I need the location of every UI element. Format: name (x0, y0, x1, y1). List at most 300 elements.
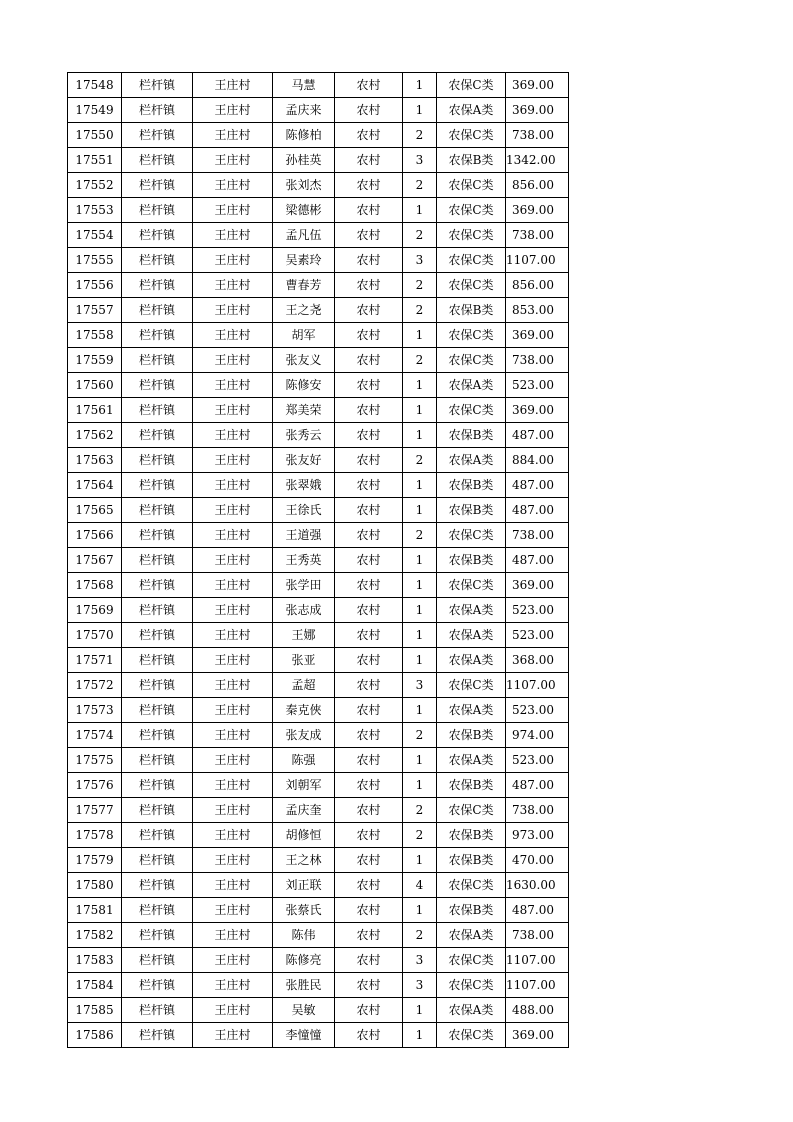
town-cell: 栏杆镇 (122, 873, 193, 898)
count-cell: 1 (403, 198, 437, 223)
village-cell: 王庄村 (193, 498, 273, 523)
table-row (68, 248, 569, 273)
town-cell: 栏杆镇 (122, 623, 193, 648)
amount-cell: 1107.00 (506, 673, 569, 698)
serial-cell: 17553 (68, 198, 122, 223)
village-cell: 王庄村 (193, 948, 273, 973)
town-cell: 栏杆镇 (122, 598, 193, 623)
name-cell: 陈修柏 (273, 123, 335, 148)
count-cell: 1 (403, 98, 437, 123)
count-cell: 1 (403, 623, 437, 648)
count-cell: 2 (403, 798, 437, 823)
name-cell: 李憧憧 (273, 1023, 335, 1048)
insurance-type-cell: 农保A类 (437, 998, 506, 1023)
amount-cell: 368.00 (506, 648, 569, 673)
serial-cell: 17580 (68, 873, 122, 898)
count-cell: 3 (403, 948, 437, 973)
village-cell: 王庄村 (193, 223, 273, 248)
count-cell: 1 (403, 898, 437, 923)
category-cell: 农村 (335, 923, 403, 948)
category-cell: 农村 (335, 623, 403, 648)
amount-cell: 974.00 (506, 723, 569, 748)
town-cell: 栏杆镇 (122, 648, 193, 673)
amount-cell: 856.00 (506, 173, 569, 198)
amount-cell: 369.00 (506, 198, 569, 223)
town-cell: 栏杆镇 (122, 948, 193, 973)
name-cell: 吴素玲 (273, 248, 335, 273)
category-cell: 农村 (335, 498, 403, 523)
village-cell: 王庄村 (193, 998, 273, 1023)
village-cell: 王庄村 (193, 923, 273, 948)
table-row (68, 198, 569, 223)
insurance-type-cell: 农保A类 (437, 598, 506, 623)
village-cell: 王庄村 (193, 823, 273, 848)
category-cell: 农村 (335, 223, 403, 248)
town-cell: 栏杆镇 (122, 373, 193, 398)
name-cell: 郑美荣 (273, 398, 335, 423)
count-cell: 2 (403, 523, 437, 548)
amount-cell: 487.00 (506, 473, 569, 498)
insurance-type-cell: 农保B类 (437, 898, 506, 923)
category-cell: 农村 (335, 998, 403, 1023)
category-cell: 农村 (335, 723, 403, 748)
serial-cell: 17560 (68, 373, 122, 398)
serial-cell: 17552 (68, 173, 122, 198)
category-cell: 农村 (335, 898, 403, 923)
category-cell: 农村 (335, 148, 403, 173)
count-cell: 1 (403, 1023, 437, 1048)
village-cell: 王庄村 (193, 848, 273, 873)
category-cell: 农村 (335, 448, 403, 473)
insurance-type-cell: 农保B类 (437, 823, 506, 848)
count-cell: 1 (403, 498, 437, 523)
name-cell: 张翠娥 (273, 473, 335, 498)
table-row (68, 848, 569, 873)
village-cell: 王庄村 (193, 673, 273, 698)
insurance-type-cell: 农保B类 (437, 148, 506, 173)
serial-cell: 17577 (68, 798, 122, 823)
town-cell: 栏杆镇 (122, 423, 193, 448)
amount-cell: 523.00 (506, 598, 569, 623)
category-cell: 农村 (335, 248, 403, 273)
amount-cell: 856.00 (506, 273, 569, 298)
amount-cell: 488.00 (506, 998, 569, 1023)
village-cell: 王庄村 (193, 623, 273, 648)
serial-cell: 17561 (68, 398, 122, 423)
category-cell: 农村 (335, 1023, 403, 1048)
town-cell: 栏杆镇 (122, 773, 193, 798)
category-cell: 农村 (335, 573, 403, 598)
amount-cell: 738.00 (506, 223, 569, 248)
serial-cell: 17585 (68, 998, 122, 1023)
serial-cell: 17549 (68, 98, 122, 123)
insurance-type-cell: 农保A类 (437, 623, 506, 648)
count-cell: 2 (403, 173, 437, 198)
amount-cell: 884.00 (506, 448, 569, 473)
town-cell: 栏杆镇 (122, 848, 193, 873)
category-cell: 农村 (335, 673, 403, 698)
name-cell: 秦克俠 (273, 698, 335, 723)
town-cell: 栏杆镇 (122, 448, 193, 473)
serial-cell: 17568 (68, 573, 122, 598)
count-cell: 1 (403, 848, 437, 873)
insurance-type-cell: 农保B类 (437, 498, 506, 523)
village-cell: 王庄村 (193, 98, 273, 123)
amount-cell: 1630.00 (506, 873, 569, 898)
category-cell: 农村 (335, 973, 403, 998)
category-cell: 农村 (335, 523, 403, 548)
insurance-type-cell: 农保C类 (437, 523, 506, 548)
amount-cell: 523.00 (506, 623, 569, 648)
insurance-type-cell: 农保A类 (437, 448, 506, 473)
category-cell: 农村 (335, 848, 403, 873)
amount-cell: 1107.00 (506, 973, 569, 998)
amount-cell: 369.00 (506, 98, 569, 123)
name-cell: 张友成 (273, 723, 335, 748)
village-cell: 王庄村 (193, 548, 273, 573)
serial-cell: 17555 (68, 248, 122, 273)
count-cell: 2 (403, 723, 437, 748)
name-cell: 孙桂英 (273, 148, 335, 173)
table-row (68, 898, 569, 923)
town-cell: 栏杆镇 (122, 573, 193, 598)
serial-cell: 17578 (68, 823, 122, 848)
table-row (68, 373, 569, 398)
table-row (68, 948, 569, 973)
count-cell: 2 (403, 298, 437, 323)
name-cell: 陈伟 (273, 923, 335, 948)
table-row (68, 973, 569, 998)
serial-cell: 17574 (68, 723, 122, 748)
category-cell: 农村 (335, 473, 403, 498)
name-cell: 张亚 (273, 648, 335, 673)
name-cell: 孟庆奎 (273, 798, 335, 823)
table-row (68, 598, 569, 623)
table-row (68, 923, 569, 948)
town-cell: 栏杆镇 (122, 523, 193, 548)
village-cell: 王庄村 (193, 973, 273, 998)
village-cell: 王庄村 (193, 598, 273, 623)
village-cell: 王庄村 (193, 873, 273, 898)
insurance-type-cell: 农保C类 (437, 173, 506, 198)
serial-cell: 17581 (68, 898, 122, 923)
table-row (68, 123, 569, 148)
town-cell: 栏杆镇 (122, 298, 193, 323)
serial-cell: 17586 (68, 1023, 122, 1048)
count-cell: 2 (403, 223, 437, 248)
village-cell: 王庄村 (193, 748, 273, 773)
town-cell: 栏杆镇 (122, 398, 193, 423)
town-cell: 栏杆镇 (122, 273, 193, 298)
table-row (68, 673, 569, 698)
serial-cell: 17566 (68, 523, 122, 548)
insurance-type-cell: 农保C类 (437, 323, 506, 348)
village-cell: 王庄村 (193, 773, 273, 798)
insurance-type-cell: 农保C类 (437, 223, 506, 248)
amount-cell: 487.00 (506, 548, 569, 573)
insurance-type-cell: 农保C类 (437, 573, 506, 598)
category-cell: 农村 (335, 948, 403, 973)
amount-cell: 487.00 (506, 773, 569, 798)
serial-cell: 17576 (68, 773, 122, 798)
amount-cell: 738.00 (506, 348, 569, 373)
table-row (68, 223, 569, 248)
name-cell: 王之林 (273, 848, 335, 873)
name-cell: 孟凡伍 (273, 223, 335, 248)
insurance-type-cell: 农保C类 (437, 198, 506, 223)
table-row (68, 498, 569, 523)
category-cell: 农村 (335, 698, 403, 723)
amount-cell: 1107.00 (506, 248, 569, 273)
village-cell: 王庄村 (193, 373, 273, 398)
table-row (68, 723, 569, 748)
village-cell: 王庄村 (193, 898, 273, 923)
town-cell: 栏杆镇 (122, 248, 193, 273)
amount-cell: 487.00 (506, 423, 569, 448)
town-cell: 栏杆镇 (122, 923, 193, 948)
category-cell: 农村 (335, 73, 403, 98)
name-cell: 张志成 (273, 598, 335, 623)
name-cell: 吴敏 (273, 998, 335, 1023)
amount-cell: 369.00 (506, 323, 569, 348)
table-row (68, 148, 569, 173)
category-cell: 农村 (335, 423, 403, 448)
count-cell: 1 (403, 548, 437, 573)
count-cell: 2 (403, 273, 437, 298)
count-cell: 1 (403, 598, 437, 623)
table-row (68, 623, 569, 648)
town-cell: 栏杆镇 (122, 723, 193, 748)
count-cell: 1 (403, 323, 437, 348)
town-cell: 栏杆镇 (122, 73, 193, 98)
village-cell: 王庄村 (193, 148, 273, 173)
town-cell: 栏杆镇 (122, 698, 193, 723)
insurance-type-cell: 农保B类 (437, 473, 506, 498)
name-cell: 张友好 (273, 448, 335, 473)
table-row (68, 698, 569, 723)
name-cell: 王娜 (273, 623, 335, 648)
insurance-type-cell: 农保B类 (437, 723, 506, 748)
amount-cell: 523.00 (506, 373, 569, 398)
serial-cell: 17567 (68, 548, 122, 573)
amount-cell: 973.00 (506, 823, 569, 848)
insurance-type-cell: 农保C类 (437, 798, 506, 823)
village-cell: 王庄村 (193, 173, 273, 198)
count-cell: 2 (403, 823, 437, 848)
village-cell: 王庄村 (193, 423, 273, 448)
category-cell: 农村 (335, 98, 403, 123)
table-row (68, 398, 569, 423)
serial-cell: 17557 (68, 298, 122, 323)
count-cell: 1 (403, 73, 437, 98)
count-cell: 1 (403, 773, 437, 798)
amount-cell: 487.00 (506, 498, 569, 523)
table-row (68, 548, 569, 573)
serial-cell: 17548 (68, 73, 122, 98)
insurance-type-cell: 农保C类 (437, 273, 506, 298)
table-row (68, 448, 569, 473)
table-row (68, 173, 569, 198)
name-cell: 张学田 (273, 573, 335, 598)
serial-cell: 17556 (68, 273, 122, 298)
village-cell: 王庄村 (193, 798, 273, 823)
name-cell: 孟庆来 (273, 98, 335, 123)
amount-cell: 738.00 (506, 523, 569, 548)
serial-cell: 17579 (68, 848, 122, 873)
serial-cell: 17550 (68, 123, 122, 148)
count-cell: 2 (403, 448, 437, 473)
serial-cell: 17570 (68, 623, 122, 648)
insurance-type-cell: 农保A类 (437, 648, 506, 673)
amount-cell: 1107.00 (506, 948, 569, 973)
serial-cell: 17569 (68, 598, 122, 623)
insurance-type-cell: 农保A类 (437, 923, 506, 948)
town-cell: 栏杆镇 (122, 798, 193, 823)
table-row (68, 1023, 569, 1048)
data-table (67, 72, 569, 1048)
amount-cell: 738.00 (506, 123, 569, 148)
category-cell: 农村 (335, 548, 403, 573)
count-cell: 1 (403, 648, 437, 673)
insurance-type-cell: 农保A类 (437, 98, 506, 123)
village-cell: 王庄村 (193, 248, 273, 273)
town-cell: 栏杆镇 (122, 998, 193, 1023)
town-cell: 栏杆镇 (122, 173, 193, 198)
table-row (68, 823, 569, 848)
village-cell: 王庄村 (193, 123, 273, 148)
name-cell: 陈强 (273, 748, 335, 773)
insurance-type-cell: 农保B类 (437, 773, 506, 798)
name-cell: 王之尧 (273, 298, 335, 323)
category-cell: 农村 (335, 198, 403, 223)
table-row (68, 523, 569, 548)
serial-cell: 17584 (68, 973, 122, 998)
name-cell: 孟超 (273, 673, 335, 698)
count-cell: 3 (403, 148, 437, 173)
town-cell: 栏杆镇 (122, 498, 193, 523)
town-cell: 栏杆镇 (122, 748, 193, 773)
village-cell: 王庄村 (193, 273, 273, 298)
town-cell: 栏杆镇 (122, 673, 193, 698)
serial-cell: 17565 (68, 498, 122, 523)
village-cell: 王庄村 (193, 73, 273, 98)
category-cell: 农村 (335, 123, 403, 148)
table-row (68, 798, 569, 823)
category-cell: 农村 (335, 373, 403, 398)
insurance-type-cell: 农保B类 (437, 848, 506, 873)
table-row (68, 998, 569, 1023)
town-cell: 栏杆镇 (122, 823, 193, 848)
village-cell: 王庄村 (193, 198, 273, 223)
serial-cell: 17575 (68, 748, 122, 773)
table-row (68, 648, 569, 673)
category-cell: 农村 (335, 298, 403, 323)
count-cell: 3 (403, 973, 437, 998)
insurance-type-cell: 农保C类 (437, 123, 506, 148)
village-cell: 王庄村 (193, 448, 273, 473)
village-cell: 王庄村 (193, 523, 273, 548)
village-cell: 王庄村 (193, 723, 273, 748)
insurance-type-cell: 农保A类 (437, 373, 506, 398)
serial-cell: 17564 (68, 473, 122, 498)
town-cell: 栏杆镇 (122, 548, 193, 573)
name-cell: 刘朝军 (273, 773, 335, 798)
name-cell: 张友义 (273, 348, 335, 373)
amount-cell: 369.00 (506, 1023, 569, 1048)
village-cell: 王庄村 (193, 323, 273, 348)
name-cell: 王道强 (273, 523, 335, 548)
serial-cell: 17583 (68, 948, 122, 973)
amount-cell: 487.00 (506, 898, 569, 923)
count-cell: 4 (403, 873, 437, 898)
village-cell: 王庄村 (193, 698, 273, 723)
insurance-type-cell: 农保B类 (437, 548, 506, 573)
town-cell: 栏杆镇 (122, 198, 193, 223)
category-cell: 农村 (335, 773, 403, 798)
category-cell: 农村 (335, 273, 403, 298)
serial-cell: 17573 (68, 698, 122, 723)
name-cell: 陈修亮 (273, 948, 335, 973)
serial-cell: 17571 (68, 648, 122, 673)
count-cell: 3 (403, 673, 437, 698)
table-row (68, 773, 569, 798)
amount-cell: 738.00 (506, 798, 569, 823)
count-cell: 2 (403, 348, 437, 373)
name-cell: 梁德彬 (273, 198, 335, 223)
amount-cell: 523.00 (506, 748, 569, 773)
table-row (68, 298, 569, 323)
insurance-type-cell: 农保C类 (437, 348, 506, 373)
name-cell: 张秀云 (273, 423, 335, 448)
town-cell: 栏杆镇 (122, 323, 193, 348)
name-cell: 王徐氏 (273, 498, 335, 523)
name-cell: 陈修安 (273, 373, 335, 398)
category-cell: 农村 (335, 398, 403, 423)
amount-cell: 369.00 (506, 73, 569, 98)
town-cell: 栏杆镇 (122, 473, 193, 498)
insurance-type-cell: 农保C类 (437, 948, 506, 973)
name-cell: 张刘杰 (273, 173, 335, 198)
table-row (68, 873, 569, 898)
count-cell: 1 (403, 473, 437, 498)
town-cell: 栏杆镇 (122, 123, 193, 148)
count-cell: 2 (403, 923, 437, 948)
town-cell: 栏杆镇 (122, 1023, 193, 1048)
insurance-type-cell: 农保C类 (437, 873, 506, 898)
insurance-type-cell: 农保C类 (437, 73, 506, 98)
insurance-type-cell: 农保A类 (437, 748, 506, 773)
table-row (68, 473, 569, 498)
serial-cell: 17582 (68, 923, 122, 948)
name-cell: 曹春芳 (273, 273, 335, 298)
table-row (68, 323, 569, 348)
village-cell: 王庄村 (193, 1023, 273, 1048)
serial-cell: 17554 (68, 223, 122, 248)
name-cell: 张胜民 (273, 973, 335, 998)
town-cell: 栏杆镇 (122, 898, 193, 923)
category-cell: 农村 (335, 173, 403, 198)
table-row (68, 273, 569, 298)
amount-cell: 470.00 (506, 848, 569, 873)
amount-cell: 369.00 (506, 398, 569, 423)
village-cell: 王庄村 (193, 648, 273, 673)
name-cell: 胡修恒 (273, 823, 335, 848)
table-row (68, 73, 569, 98)
count-cell: 1 (403, 423, 437, 448)
category-cell: 农村 (335, 748, 403, 773)
insurance-type-cell: 农保C类 (437, 398, 506, 423)
count-cell: 1 (403, 748, 437, 773)
